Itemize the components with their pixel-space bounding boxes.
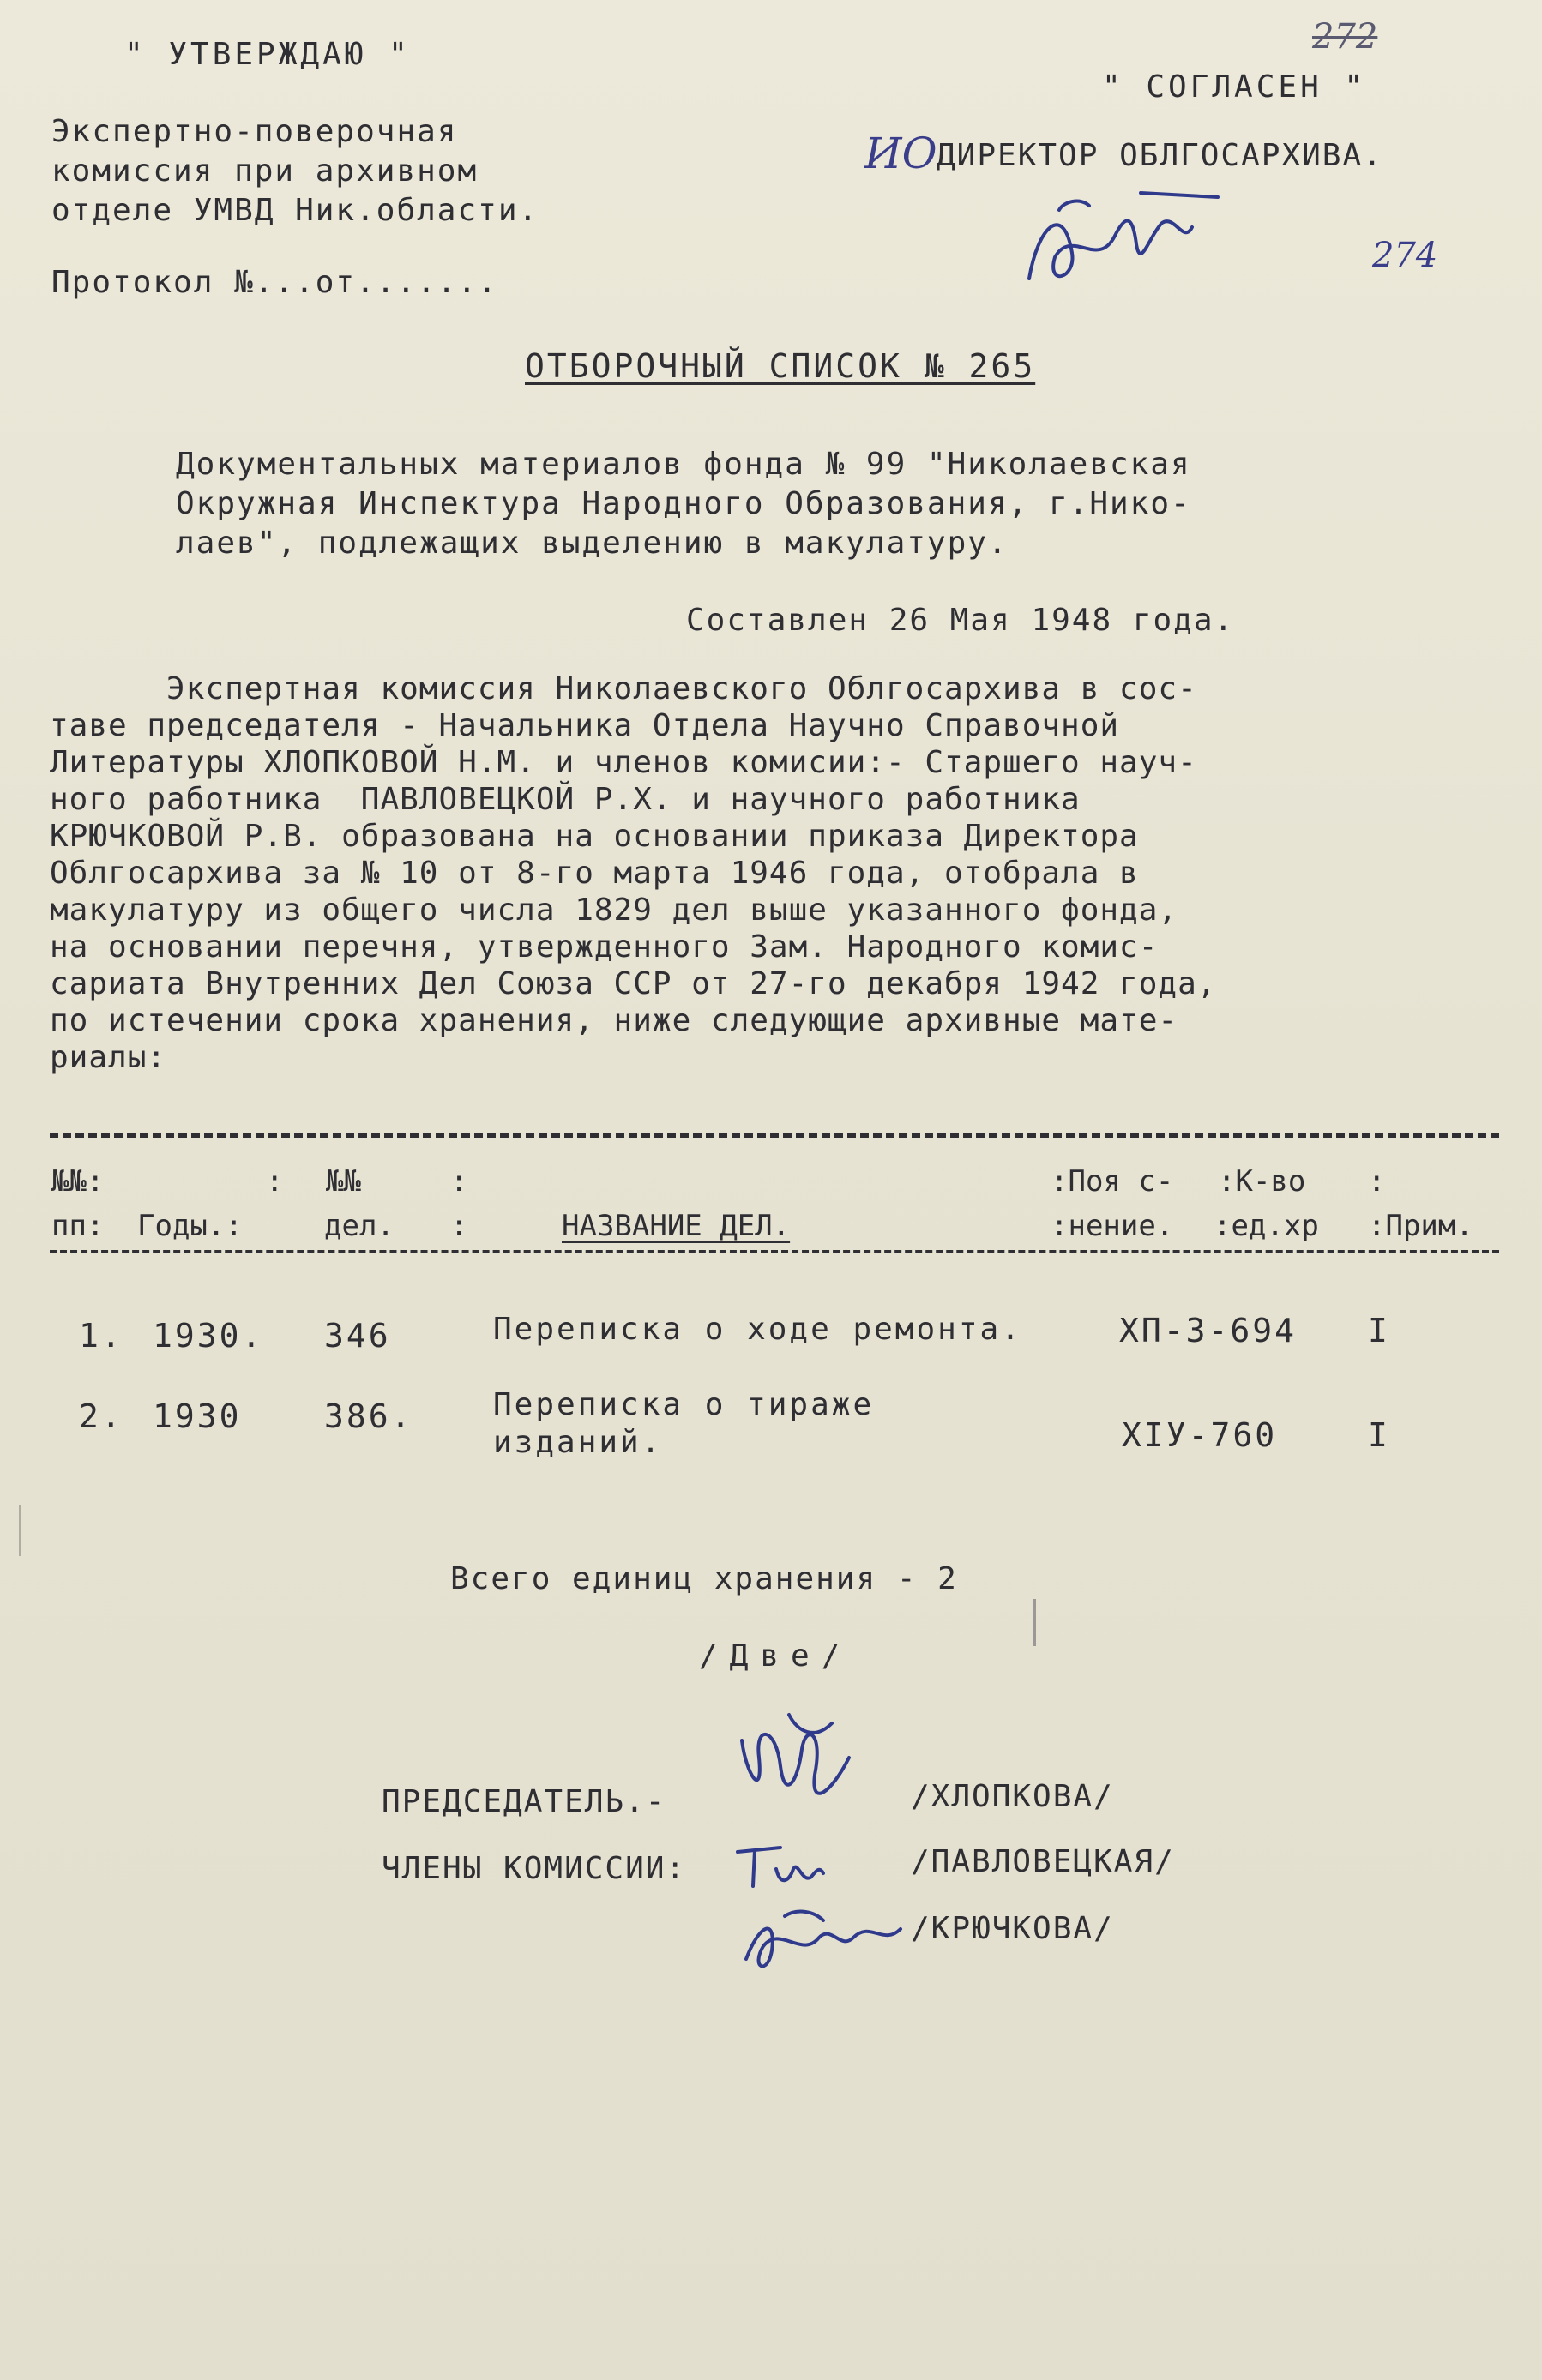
row-case: 346 (324, 1317, 391, 1355)
table-header-rule (50, 1250, 1499, 1253)
agreed-title: " СОГЛАСЕН " (1102, 69, 1367, 105)
header-case-num: №№ (326, 1164, 361, 1199)
member2-signature (733, 1899, 931, 1985)
header-sep-4: : (450, 1209, 468, 1243)
approved-title: " УТВЕРЖДАЮ " (124, 37, 411, 72)
page-number-handwritten: 274 (1372, 236, 1438, 275)
row-num: 1. (79, 1317, 123, 1355)
body-line-3: Литературы ХЛОПКОВОЙ Н.М. и членов комисии:- Старшего науч- (50, 745, 1197, 780)
row-title: Переписка о ходе ремонта. (493, 1312, 1022, 1347)
header-explanation: :Поя с- (1051, 1164, 1174, 1199)
header-units: :ед.хр (1214, 1209, 1319, 1243)
body-line-10: по истечении срока хранения, ниже следующие архивные мате- (50, 1003, 1178, 1038)
row-year: 1930. (153, 1317, 264, 1355)
protocol-line: Протокол №...от....... (51, 265, 498, 300)
body-line-4: ного работника ПАВЛОВЕЦКОЙ Р.Х. и научного работника (50, 782, 1081, 817)
header-sep-3: : (1368, 1164, 1386, 1199)
body-line-5: КРЮЧКОВОЙ Р.В. образована на основании приказа Директора (50, 819, 1139, 854)
agreed-prefix-handwritten: ИО (864, 129, 937, 178)
row-title: Переписка о тираже (493, 1387, 875, 1422)
approved-line-2: комиссия при архивном (51, 153, 479, 189)
total-words: /Две/ (699, 1638, 852, 1674)
header-explanation-2: :нение. (1051, 1209, 1174, 1243)
chairman-label: ПРЕДСЕДАТЕЛЬ.- (382, 1784, 666, 1819)
row-qty: I (1368, 1416, 1390, 1454)
members-label: ЧЛЕНЫ КОМИССИИ: (382, 1851, 687, 1886)
composed-date: Составлен 26 Мая 1948 года. (686, 603, 1235, 638)
header-case: дел. (324, 1209, 395, 1243)
header-sep-2: : (450, 1164, 468, 1199)
body-line-1: Экспертная комиссия Николаевского Облгосархива в сос- (50, 671, 1197, 706)
subject-line-1: Документальных материалов фонда № 99 "Николаевская (176, 447, 1191, 482)
header-notes: :Прим. (1368, 1209, 1473, 1243)
header-pp: пп: (51, 1209, 105, 1243)
chairman-name: /ХЛОПКОВА/ (911, 1779, 1114, 1814)
row-explanation: ХП-3-694 (1119, 1312, 1298, 1349)
margin-mark (19, 1505, 21, 1556)
body-line-8: на основании перечня, утвержденного Зам. Народного комис- (50, 929, 1159, 965)
total-units: Всего единиц хранения - 2 (450, 1561, 958, 1596)
director-signature (1012, 176, 1235, 304)
subject-line-2: Окружная Инспектура Народного Образования, г.Нико- (176, 486, 1191, 521)
row-year: 1930 (153, 1397, 242, 1435)
document-title: ОТБОРОЧНЫЙ СПИСОК № 265 (525, 347, 1036, 385)
margin-mark (1033, 1599, 1036, 1646)
member1-name: /ПАВЛОВЕЦКАЯ/ (911, 1844, 1175, 1879)
body-line-9: сариата Внутренних Дел Союза ССР от 27-го декабря 1942 года, (50, 966, 1217, 1001)
corner-number-crossed: 272 (1312, 17, 1378, 57)
chairman-signature (729, 1706, 875, 1835)
header-title: НАЗВАНИЕ ДЕЛ. (562, 1209, 791, 1243)
member1-signature (729, 1835, 832, 1903)
header-num: №№: (51, 1164, 105, 1199)
row-qty: I (1368, 1312, 1390, 1349)
body-line-7: макулатуру из общего числа 1829 дел выше указанного фонда, (50, 892, 1178, 928)
approved-line-3: отделе УМВД Ник.области. (51, 193, 539, 228)
body-line-6: Облгосархива за № 10 от 8-го марта 1946 года, отобрала в (50, 856, 1139, 891)
body-line-2: таве председателя - Начальника Отдела Научно Справочной (50, 708, 1120, 743)
approved-line-1: Экспертно-поверочная (51, 114, 458, 149)
header-qty: :К-во (1218, 1164, 1306, 1199)
row-num: 2. (79, 1397, 123, 1435)
subject-line-3: лаев", подлежащих выделению в макулатуру. (176, 526, 1009, 561)
member2-name: /КРЮЧКОВА/ (911, 1911, 1114, 1946)
row-case: 386. (324, 1397, 413, 1435)
body-line-11: риалы: (50, 1040, 167, 1075)
agreed-line: ДИРЕКТОР ОБЛГОСАРХИВА. (937, 138, 1383, 173)
table-top-rule (50, 1133, 1499, 1138)
row-explanation: ХIУ-760 (1122, 1416, 1278, 1454)
header-sep-1: : (266, 1164, 284, 1199)
row-title-continued: изданий. (493, 1425, 663, 1460)
header-years: Годы.: (137, 1209, 243, 1243)
